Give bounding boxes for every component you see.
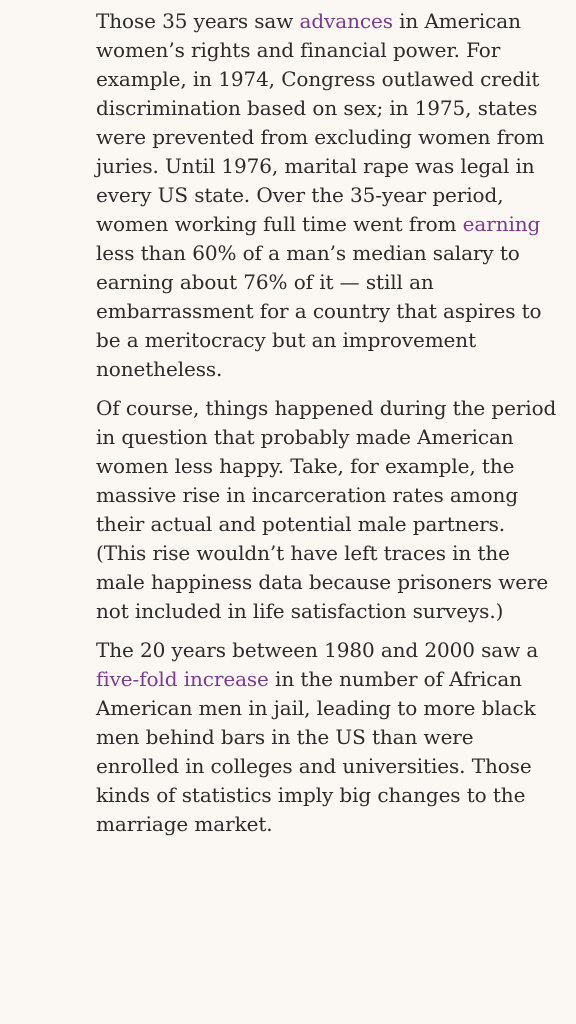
- five-fold-increase-link[interactable]: five-fold increase: [96, 667, 269, 691]
- paragraph-1: [96, 7, 558, 384]
- p2-text-1: Of course, things happened during the period in question that probably made American women less happy. Take, for example, the massive rise in incarceration rates among their actual and potential male partners. (This rise wouldn’t have left traces in the male happiness data because prisoners were not included in life satisfaction surveys.): [96, 396, 557, 623]
- paragraph-2: [96, 394, 558, 626]
- p3-text-1: The 20 years between 1980 and 2000 saw a: [96, 638, 539, 662]
- p1-text-1: Those 35 years saw: [96, 9, 300, 33]
- p1-text-2: in American women’s rights and financial power. For example, in 1974, Congress outlawed credit discrimination based on sex; in 1975, states were prevented from excluding women from juries. Until 1976, marital rape was legal in every US state. Over the 35-year period, women working full time went from: [96, 9, 545, 236]
- earning-link[interactable]: earning: [462, 212, 541, 236]
- p1-text-3: less than 60% of a man’s median salary to earning about 76% of it — still an embarrassment for a country that aspires to be a meritocracy but an improvement nonetheless.: [96, 241, 542, 381]
- advances-link[interactable]: advances: [299, 9, 393, 33]
- p3-text-2: in the number of African American men in jail, leading to more black men behind bars in the US than were enrolled in colleges and universities. Those kinds of statistics imply big changes to the marriage market.: [96, 667, 536, 836]
- paragraph-3: [96, 636, 558, 839]
